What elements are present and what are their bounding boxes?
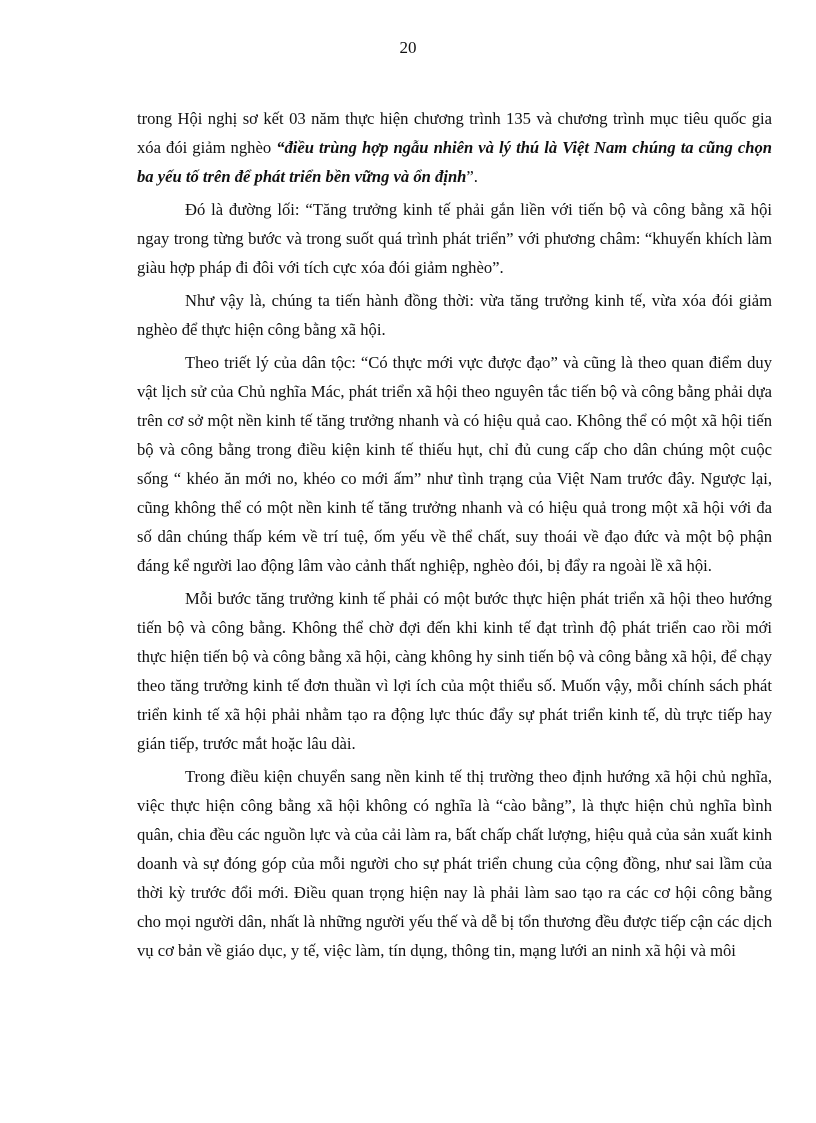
paragraph-philosophy: Theo triết lý của dân tộc: “Có thực mới vực được đạo” và cũng là theo quan điểm duy vật lịch sử của Chủ nghĩa Mác, phát triển xã hội theo nguyên tắc tiến bộ và công bằng phải dựa trên cơ sở một nền kinh tế tăng trưởng nhanh và có hiệu quả cao. Không thể có một xã hội tiến bộ và công bằng trong điều kiện kinh tế thiếu hụt, chỉ đủ cung cấp cho dân chúng một cuộc sống “ khéo ăn mới no, khéo co mới ấm” như tình trạng của Việt Nam trước đây. Ngược lại, cũng không thể có một nền kinh tế tăng trưởng nhanh và có hiệu quả trong một xã hội với đa số dân chúng thấp kém về trí tuệ, ốm yếu về thể chất, suy thoái về đạo đức và một bộ phận đáng kể người lao động lâm vào cảnh thất nghiệp, nghèo đói, bị đẩy ra ngoài lề xã hội.: [137, 353, 772, 575]
paragraph-simultaneous: Như vậy là, chúng ta tiến hành đồng thời: vừa tăng trưởng kinh tế, vừa xóa đói giảm nghèo để thực hiện công bằng xã hội.: [137, 291, 772, 339]
paragraph-policy-line: Đó là đường lối: “Tăng trưởng kinh tế phải gắn liền với tiến bộ và công bằng xã hội ngay trong từng bước và trong suốt quá trình phát triển” với phương châm: “khuyến khích làm giàu hợp pháp đi đôi với tích cực xóa đói giảm nghèo”.: [137, 200, 772, 277]
paragraph-continuation: [137, 104, 772, 191]
paragraph-each-step: Mỗi bước tăng trưởng kinh tế phải có một bước thực hiện phát triển xã hội theo hướng tiến bộ và công bằng. Không thể chờ đợi đến khi kinh tế đạt trình độ phát triển cao rồi mới thực hiện tiến bộ và công bằng xã hội, càng không hy sinh tiến bộ và công bằng xã hội, để chạy theo tăng trưởng kinh tế đơn thuần vì lợi ích của một thiểu số. Muốn vậy, mỗi chính sách phát triển kinh tế xã hội phải nhằm tạo ra động lực thúc đẩy sự phát triển kinh tế, dù trực tiếp hay gián tiếp, trước mắt hoặc lâu dài.: [137, 589, 772, 753]
paragraph-lead-text: trong Hội nghị sơ kết 03 năm thực hiện chương trình 135 và chương trình mục tiêu quốc gia xóa đói giảm nghèo: [137, 109, 772, 157]
paragraph-market-economy: Trong điều kiện chuyển sang nền kinh tế thị trường theo định hướng xã hội chủ nghĩa, việc thực hiện công bằng xã hội không có nghĩa là “cào bằng”, là thực hiện chủ nghĩa bình quân, chia đều các nguồn lực và của cải làm ra, bất chấp chất lượng, hiệu quả của sản xuất kinh doanh và sự đóng góp của mỗi người cho sự phát triển chung của cộng đồng, như sai lầm của thời kỳ trước đổi mới. Điều quan trọng hiện nay là phải làm sao tạo ra các cơ hội công bằng cho mọi người dân, nhất là những người yếu thế và dễ bị tổn thương đều được tiếp cận các dịch vụ cơ bản về giáo dục, y tế, việc làm, tín dụng, thông tin, mạng lưới an ninh xã hội và môi: [137, 767, 772, 960]
paragraph-tail-text: ”.: [466, 167, 478, 186]
emphasized-quote: “điều trùng hợp ngẫu nhiên và lý thú là Việt Nam chúng ta cũng chọn ba yếu tố trên để phát triển bền vững và ổn định: [137, 138, 772, 186]
body-text: [137, 104, 772, 969]
page-number: 20: [399, 38, 417, 57]
